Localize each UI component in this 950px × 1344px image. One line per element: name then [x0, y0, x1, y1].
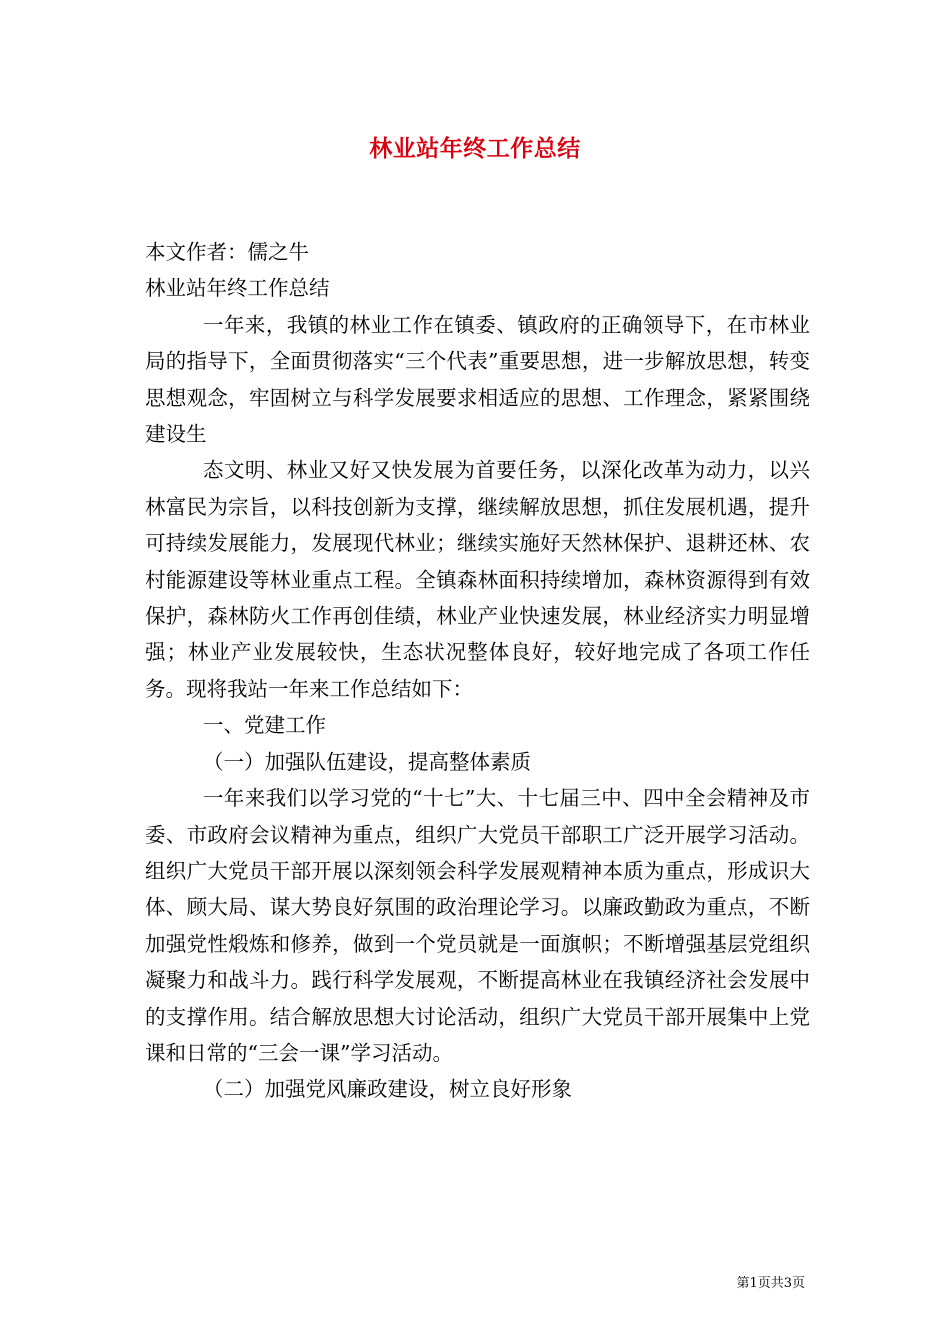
- paragraph: 一年来我们以学习党的“十七”大、十七届三中、四中全会精神及市委、市政府会议精神为重点，组织广大党员干部职工广泛开展学习活动。组织广大党员干部开展以深刻领会科学发展观精神本质为重点，形成识大体、顾大局、谋大势良好氛围的政治理论学习。以廉政勤政为重点，不断加强党性煅炼和修养，做到一个党员就是一面旗帜；不断增强基层党组织凝聚力和战斗力。践行科学发展观，不断提高林业在我镇经济社会发展中的支撑作用。结合解放思想大讨论活动，组织广大党员干部开展集中上党课和日常的“三会一课”学习活动。: [145, 786, 810, 1065]
- paragraph: 一年来，我镇的林业工作在镇委、镇政府的正确领导下，在市林业局的指导下，全面贯彻落实“三个代表”重要思想，进一步解放思想，转变思想观念，牢固树立与科学发展要求相适应的思想、工作理念，紧紧围绕建设生: [145, 312, 810, 447]
- page-number: 第1页共3页: [736, 1276, 805, 1291]
- section-heading: 一、党建工作: [203, 713, 326, 738]
- subsection-heading: （一）加强队伍建设，提高整体素质: [203, 749, 531, 774]
- subsection-heading: （二）加强党风廉政建设，树立良好形象: [203, 1077, 572, 1102]
- document-title: 林业站年终工作总结: [369, 135, 581, 162]
- paragraph: 态文明、林业又好又快发展为首要任务，以深化改革为动力，以兴林富民为宗旨，以科技创新为支撑，继续解放思想，抓住发展机遇，提升可持续发展能力，发展现代林业；继续实施好天然林保护、退耕还林、农村能源建设等林业重点工程。全镇森林面积持续增加，森林资源得到有效保护，森林防火工作再创佳绩，林业产业快速发展，林业经济实力明显增强；林业产业发展较快，生态状况整体良好，较好地完成了各项工作任务。现将我站一年来工作总结如下：: [145, 458, 810, 701]
- document-body: [145, 234, 810, 1108]
- document-subtitle: 林业站年终工作总结: [145, 276, 330, 301]
- author-line: 本文作者：儒之牛: [145, 240, 309, 264]
